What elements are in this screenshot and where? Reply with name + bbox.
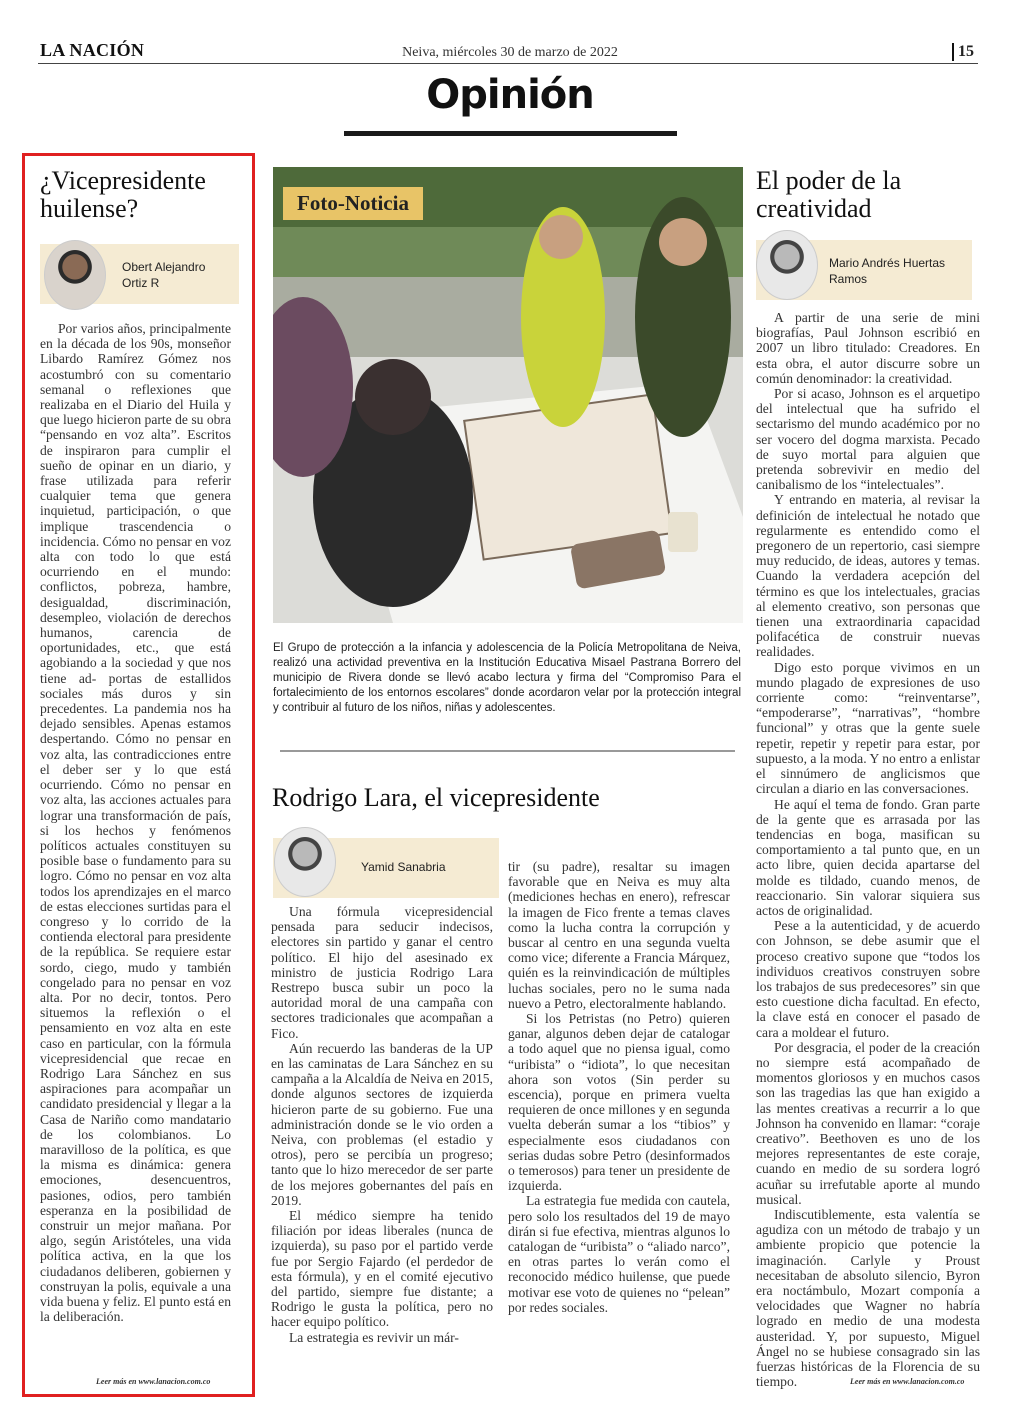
center-paragraph: Aún recuerdo las banderas de la UP en las caminatas de Lara Sánchez en su campaña a la Alcaldía de Neiva en 2015, donde algunos sectores de izquierda hicieron parte de su gobierno. Fue una administración donde se le vio orden a Neiva, con problemas (el estadio y otros), pero se percibía un progreso; tanto que lo hizo merecedor de ser parte de los mejores gobernantes del país en 2019.: [271, 1040, 493, 1208]
news-photo: [273, 167, 743, 623]
right-paragraph: Digo esto porque vivimos en un mundo plagado de expresiones de uso corriente como: “reinventarse”, “empoderarse”, “narrativas”, “hombre funcional” y otras que la gente suele repetir, repetir y repetir para estar, por supuesto, a la moda. Y no entro a enlistar el sinnúmero de anglicismos que circulan a diario en las conversaciones.: [756, 659, 980, 797]
right-paragraph: Por desgracia, el poder de la creación no siempre está acompañado de momentos gloriosos y en muchos casos son las tragedias las que han exigido a las mentes creativas a recurrir a lo que Johnson ha convenido en llamar: “coraje creativo”. Beethoven es uno de los mejores representantes de este coraje, cuando en medio de su sordera logró acuñar su irrefutable aporte al mundo musical.: [756, 1039, 980, 1207]
center-article-col2: [508, 859, 730, 1315]
photo-divider: [280, 750, 735, 752]
foto-noticia-label: Foto-Noticia: [283, 187, 423, 220]
center-paragraph: El médico siempre ha tenido filiación por ideas liberales (nunca de izquierda), su paso por el partido verde fue por Sergio Fajardo (el perdedor de esta fórmula), y en el comité ejecutivo del partido, siempre fue distante; a Rodrigo le gusta la política, pero no hacer equipo político.: [271, 1208, 493, 1330]
author-photo: [44, 240, 106, 310]
page-number: 15: [952, 43, 974, 61]
right-paragraph: He aquí el tema de fondo. Gran parte de la gente que es arrasada por las tendencias en boga, masifican su comportamiento a tal punto que, en un acto libre, quien decida apartarse del molde es tildado, cuando menos, de reaccionario. Sin valorar siquiera sus actos de originalidad.: [756, 796, 980, 918]
author-photo: [274, 827, 336, 897]
author-photo: [756, 230, 818, 300]
center-paragraph: Una fórmula vicepresidencial pensada para seducir indecisos, electores sin partido y ganar el centro político. El hijo del asesinado ex ministro de justicia Rodrigo Lara Restrepo busca subir un poco la autoridad moral de una campaña con sectores tradicionales que acompañan a Fico.: [271, 904, 493, 1041]
center-paragraph: tir (su padre), resaltar su imagen favorable que en Neiva es muy alta (mediciones hechas en enero), refrescar la imagen de Fico frente a temas claves como la lucha contra la corrupción y buscar al centro en una segunda vuelta como vice; diferente a Francia Márquez, quién es la reinvindicación de múltiples luchas sociales, pero no le suma nada nuevo a Petro, electoralmente hablando.: [508, 859, 730, 1011]
center-article-title: Rodrigo Lara, el vicepresidente: [272, 783, 600, 812]
right-article-body: [756, 310, 980, 1389]
right-paragraph: Y entrando en materia, al revisar la definición de intelectual he notado que regularmente es entendido como el pregonero de un repertorio, casi siempre muy reducido, de ideas, autores y temas. Cuando la verdadera acepción del término es que los intelectuales, gracias al elemento creativo, son personas que tienen una extraordinaria capacidad polifacética de construir nuevas realidades.: [756, 492, 980, 660]
center-paragraph: La estrategia es revivir un már-: [289, 1329, 459, 1345]
news-photo-illustration: [273, 167, 743, 623]
right-paragraph: A partir de una serie de mini biografías, Paul Johnson escribió en 2007 un libro titulado: Creadores. En esta obra, el autor discurre sobre un común denominador: la creatividad.: [756, 310, 980, 386]
dateline: Neiva, miércoles 30 de marzo de 2022: [402, 45, 618, 60]
right-article-title: El poder de la creatividad: [756, 166, 902, 223]
right-paragraph: Por si acaso, Johnson es el arquetipo del intelectual que ha sufrido el sectarismo del mundo académico por no ser vocero del dogma marxista. Pecado de suyo mortal para alguien que pretenda sobrevivir en medio del canibalismo de los “intelectuales”.: [756, 386, 980, 493]
section-rule: [344, 131, 677, 136]
left-paragraph: Por varios años, principalmente en la década de los 90s, monseñor Libardo Ramírez Gómez nos acostumbró con su comentario semanal o reflexiones que realizaba en el Diario del Huila y que luego hicieron parte de su obra “pensando en voz alta”. Escritos de inspiraron para cumplir el sueño de opinar en un diario, y frase utilizada para referir cualquier tema que genera inquietud, participación, o que implique trascendencia o incidencia. Cómo no pensar en voz alta con todo lo que está ocurriendo en el mundo: conflictos, pobreza, hambre, desigualdad, discriminación, desempleo, violación de derechos humanos, carencia de oportunidades, etc., que está agobiando a la sociedad y que nos tiene ad- portas de estallidos sociales más duros y sin precedentes. La pandemia nos ha dejado sensibles. Apenas estamos despertando. Cómo no pensar en voz alta, las contradicciones entre el deber ser y lo que está ocurriendo. Cómo no pensar en voz alta, las acciones actuales para lograr una transformación de país, si los hechos y fenómenos políticos actuales constituyen su posible base o fundamento para su logro. Cómo no pensar en voz alta todos los aprendizajes en el marco de estas elecciones surtidas para el congreso y lo corrido de la contienda electoral para presidente de la república. Se requiere estar sordo, ciego, mudo y también congelado para no pensar en voz alta. Por no decir, tontos. Pero situemos la reflexión o el pensamiento en voz alta en este caso en particular, con la fórmula vicepresidencial que recae en Rodrigo Lara Sánchez en sus aspiraciones para acompañar un candidato presidencial y llegar a la Casa de Nariño como mandatario de los colombianos. Lo maravilloso de la política, es que la misma es dinámica: genera emociones, desencuentros, pasiones, odios, pero también esperanza en la posibilidad de construir un mejor mañana. Por algo, según Aristóteles, una vida política activa, en la que los ciudadanos deliberen, gobiernen y construyan la polis, equivale a una vida buena y feliz. El punto está en la deliberación.: [40, 321, 232, 1325]
right-paragraph: Pese a la autenticidad, y de acuerdo con Johnson, se debe asumir que el proceso creativo supone que “todos los individuos creativos construyen sobre los trabajos de sus predecesores” sin que esto cuestione dicha facultad. En efecto, la clave está en conocer el pasado de cara a moldear el futuro.: [756, 918, 980, 1040]
right-read-more-link[interactable]: Leer más en www.lanacion.com.co: [850, 1377, 965, 1386]
header-divider: [38, 63, 978, 64]
left-read-more-link[interactable]: Leer más en www.lanacion.com.co: [96, 1377, 211, 1386]
section-title: Opinión: [426, 72, 594, 118]
newspaper-logo: LA NACIÓN: [40, 40, 145, 60]
photo-caption: El Grupo de protección a la infancia y adolescencia de la Policía Metropolitana de Neiva, realizó una actividad preventiva en la Institución Educativa Misael Pastrana Borrero del municipio de Rivera donde se llevó acabo lectura y firma del “Compromiso Para el fortalecimiento de los entornos escolares” donde acordaron velar por la protección integral y contribuir al futuro de los niños, niñas y adolescentes.: [273, 642, 741, 714]
right-paragraph: Indiscutiblemente, esta valentía se agudiza con un método de trabajo y un ambiente propicio que potencie la imaginación. Carlyle y Proust necesitaban de absoluto silencio, Byron era noctámbulo, Mozart componía a velocidades que Wagner no habría logrado en medio de una modesta austeridad. Y, por supuesto, Miguel Ángel no se hubiese consagrado sin las fuerzas históricas de la Florencia de su tiempo.: [756, 1206, 980, 1390]
left-article-body: [40, 321, 231, 1324]
center-author-name: Yamid Sanabria: [361, 860, 446, 874]
center-article-col1: [271, 904, 493, 1345]
center-paragraph: Si los Petristas (no Petro) quieren ganar, algunos deben dejar de catalogar a todo aquel que no piensa igual, como “uribista” o “idiota”, lo que necesitan ahora son votos (Sin perder su escencia), porque en primera vuelta requieren de once millones y en segunda vuelta deberán sumar a los “tibios” y especialmente esos ciudadanos con serias dudas sobre Petro (desinformados o temerosos) para tener un presidente de izquierda.: [508, 1011, 730, 1194]
center-paragraph: La estrategia fue medida con cautela, pero solo los resultados del 19 de mayo dirán si fue efectiva, mientras algunos lo catalogan de “uribista” o “aliado narco”, en otras partes lo verán como el reconocido médico huilense, que puede motivar ese voto de quienes no “pelean” por redes sociales.: [508, 1193, 730, 1315]
left-author-name: Obert Alejandro Ortiz R: [122, 260, 206, 290]
left-article-title: ¿Vicepresidente huilense?: [40, 166, 206, 223]
right-author-name: Mario Andrés Huertas Ramos: [829, 256, 946, 286]
